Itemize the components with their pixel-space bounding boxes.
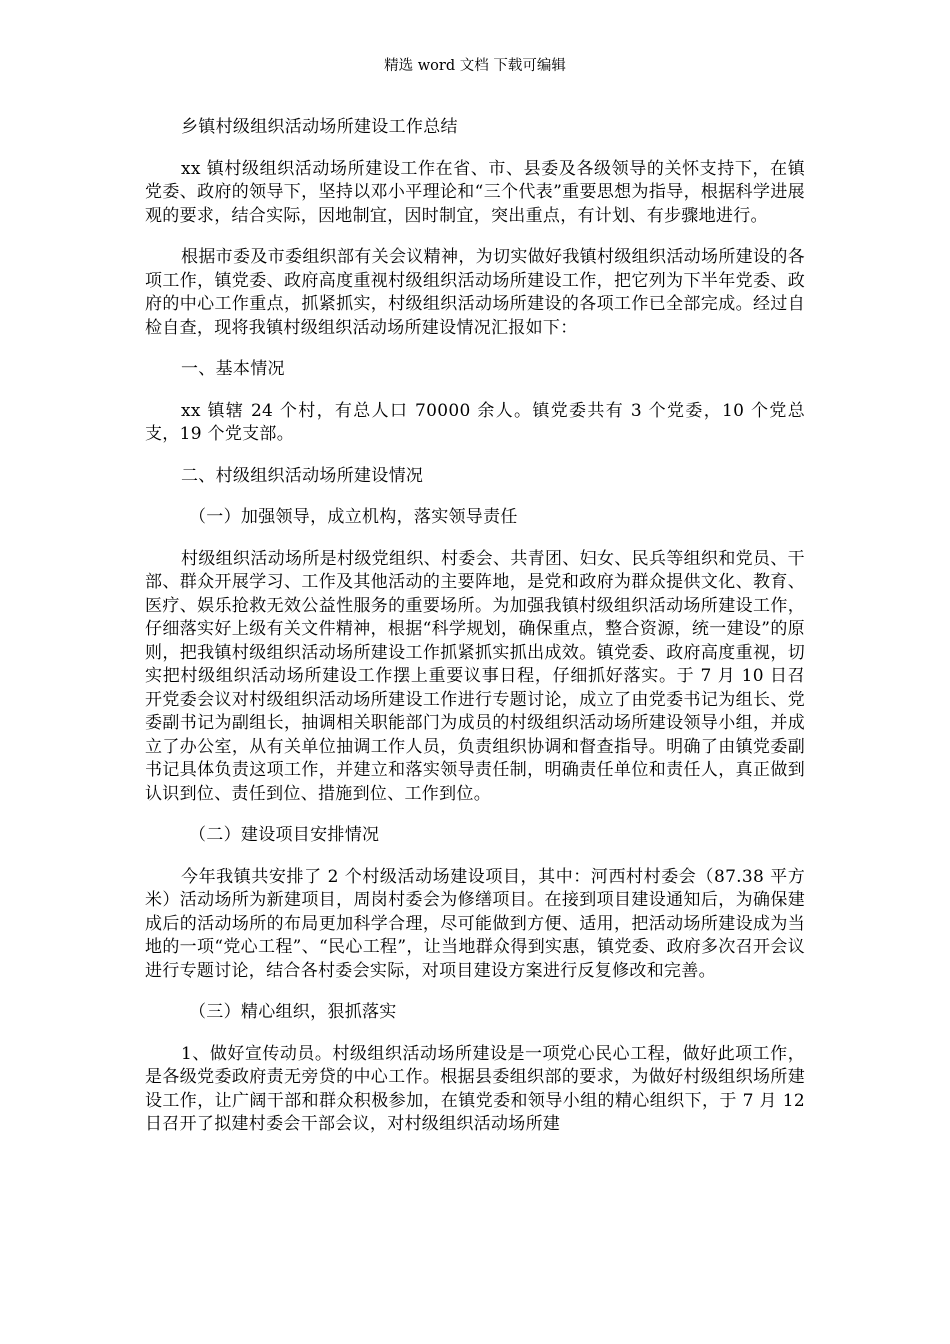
subsection-heading-projects: （二）建设项目安排情况 xyxy=(189,825,380,845)
section-heading-basic: 一、基本情况 xyxy=(181,359,285,379)
subsection-heading-leadership: （一）加强领导，成立机构，落实领导责任 xyxy=(189,507,518,527)
document-title: 乡镇村级组织活动场所建设工作总结 xyxy=(181,117,458,137)
subsection-heading-organization: （三）精心组织，狠抓落实 xyxy=(189,1002,397,1022)
paragraph-basic-info: xx 镇辖 24 个村，有总人口 70000 余人。镇党委共有 3 个党委，10 个党总支，19 个党支部。 xyxy=(145,400,805,444)
paragraph-projects: 今年我镇共安排了 2 个村级活动场建设项目，其中：河西村村委会（87.38 平方米）活动场所为新建项目，周岗村委会为修缮项目。在接到项目建设通知后，为确保建成后的活动场所的布局更加科学合理，尽可能做到方便、适用，把活动场所建设成为当地的一项“党心工程”、“民心工程”，让当地群众得到实惠，镇党委、政府多次召开会议进行专题讨论，结合各村委会实际，对项目建设方案进行反复修改和完善。 xyxy=(145,866,805,981)
paragraph-organization: 1、做好宣传动员。村级组织活动场所建设是一项党心民心工程，做好此项工作，是各级党委政府责无旁贷的中心工作。根据县委组织部的要求，为做好村级组织场所建设工作，让广阔干部和群众积极参加，在镇党委和领导小组的精心组织下，于 7 月 12 日召开了拟建村委会干部会议，对村级组织活动场所建 xyxy=(145,1043,805,1134)
paragraph-basis: 根据市委及市委组织部有关会议精神，为切实做好我镇村级组织活动场所建设的各项工作，镇党委、政府高度重视村级组织活动场所建设工作，把它列为下半年党委、政府的中心工作重点，抓紧抓实，村级组织活动场所建设的各项工作已全部完成。经过自检自查，现将我镇村级组织活动场所建设情况汇报如下： xyxy=(145,247,805,338)
section-heading-construction: 二、村级组织活动场所建设情况 xyxy=(181,465,424,486)
paragraph-leadership: 村级组织活动场所是村级党组织、村委会、共青团、妇女、民兵等组织和党员、干部、群众开展学习、工作及其他活动的主要阵地，是党和政府为群众提供文化、教育、医疗、娱乐抢救无效公益性服务的重要场所。为加强我镇村级组织活动场所建设工作，仔细落实好上级有关文件精神，根据“科学规划，确保重点，整合资源，统一建设”的原则，把我镇村级组织活动场所建设工作抓紧抓实抓出成效。镇党委、政府高度重视，切实把村级组织活动场所建设工作摆上重要议事日程，仔细抓好落实。于 7 月 10 日召开党委会议对村级组织活动场所建设工作进行专题讨论，成立了由党委书记为组长、党委副书记为副组长，抽调相关职能部门为成员的村级组织活动场所建设领导小组，并成立了办公室，从有关单位抽调工作人员，负责组织协调和督查指导。明确了由镇党委副书记具体负责这项工作，并建立和落实领导责任制，明确责任单位和责任人，真正做到认识到位、责任到位、措施到位、工作到位。 xyxy=(145,548,805,804)
paragraph-intro: xx 镇村级组织活动场所建设工作在省、市、县委及各级领导的关怀支持下，在镇党委、政府的领导下，坚持以邓小平理论和“三个代表”重要思想为指导，根据科学进展观的要求，结合实际，因地制宜，因时制宜，突出重点，有计划、有步骤地进行。 xyxy=(145,158,805,226)
page-header: 精选 word 文档 下载可编辑 xyxy=(384,58,566,74)
document-body xyxy=(145,116,805,1155)
